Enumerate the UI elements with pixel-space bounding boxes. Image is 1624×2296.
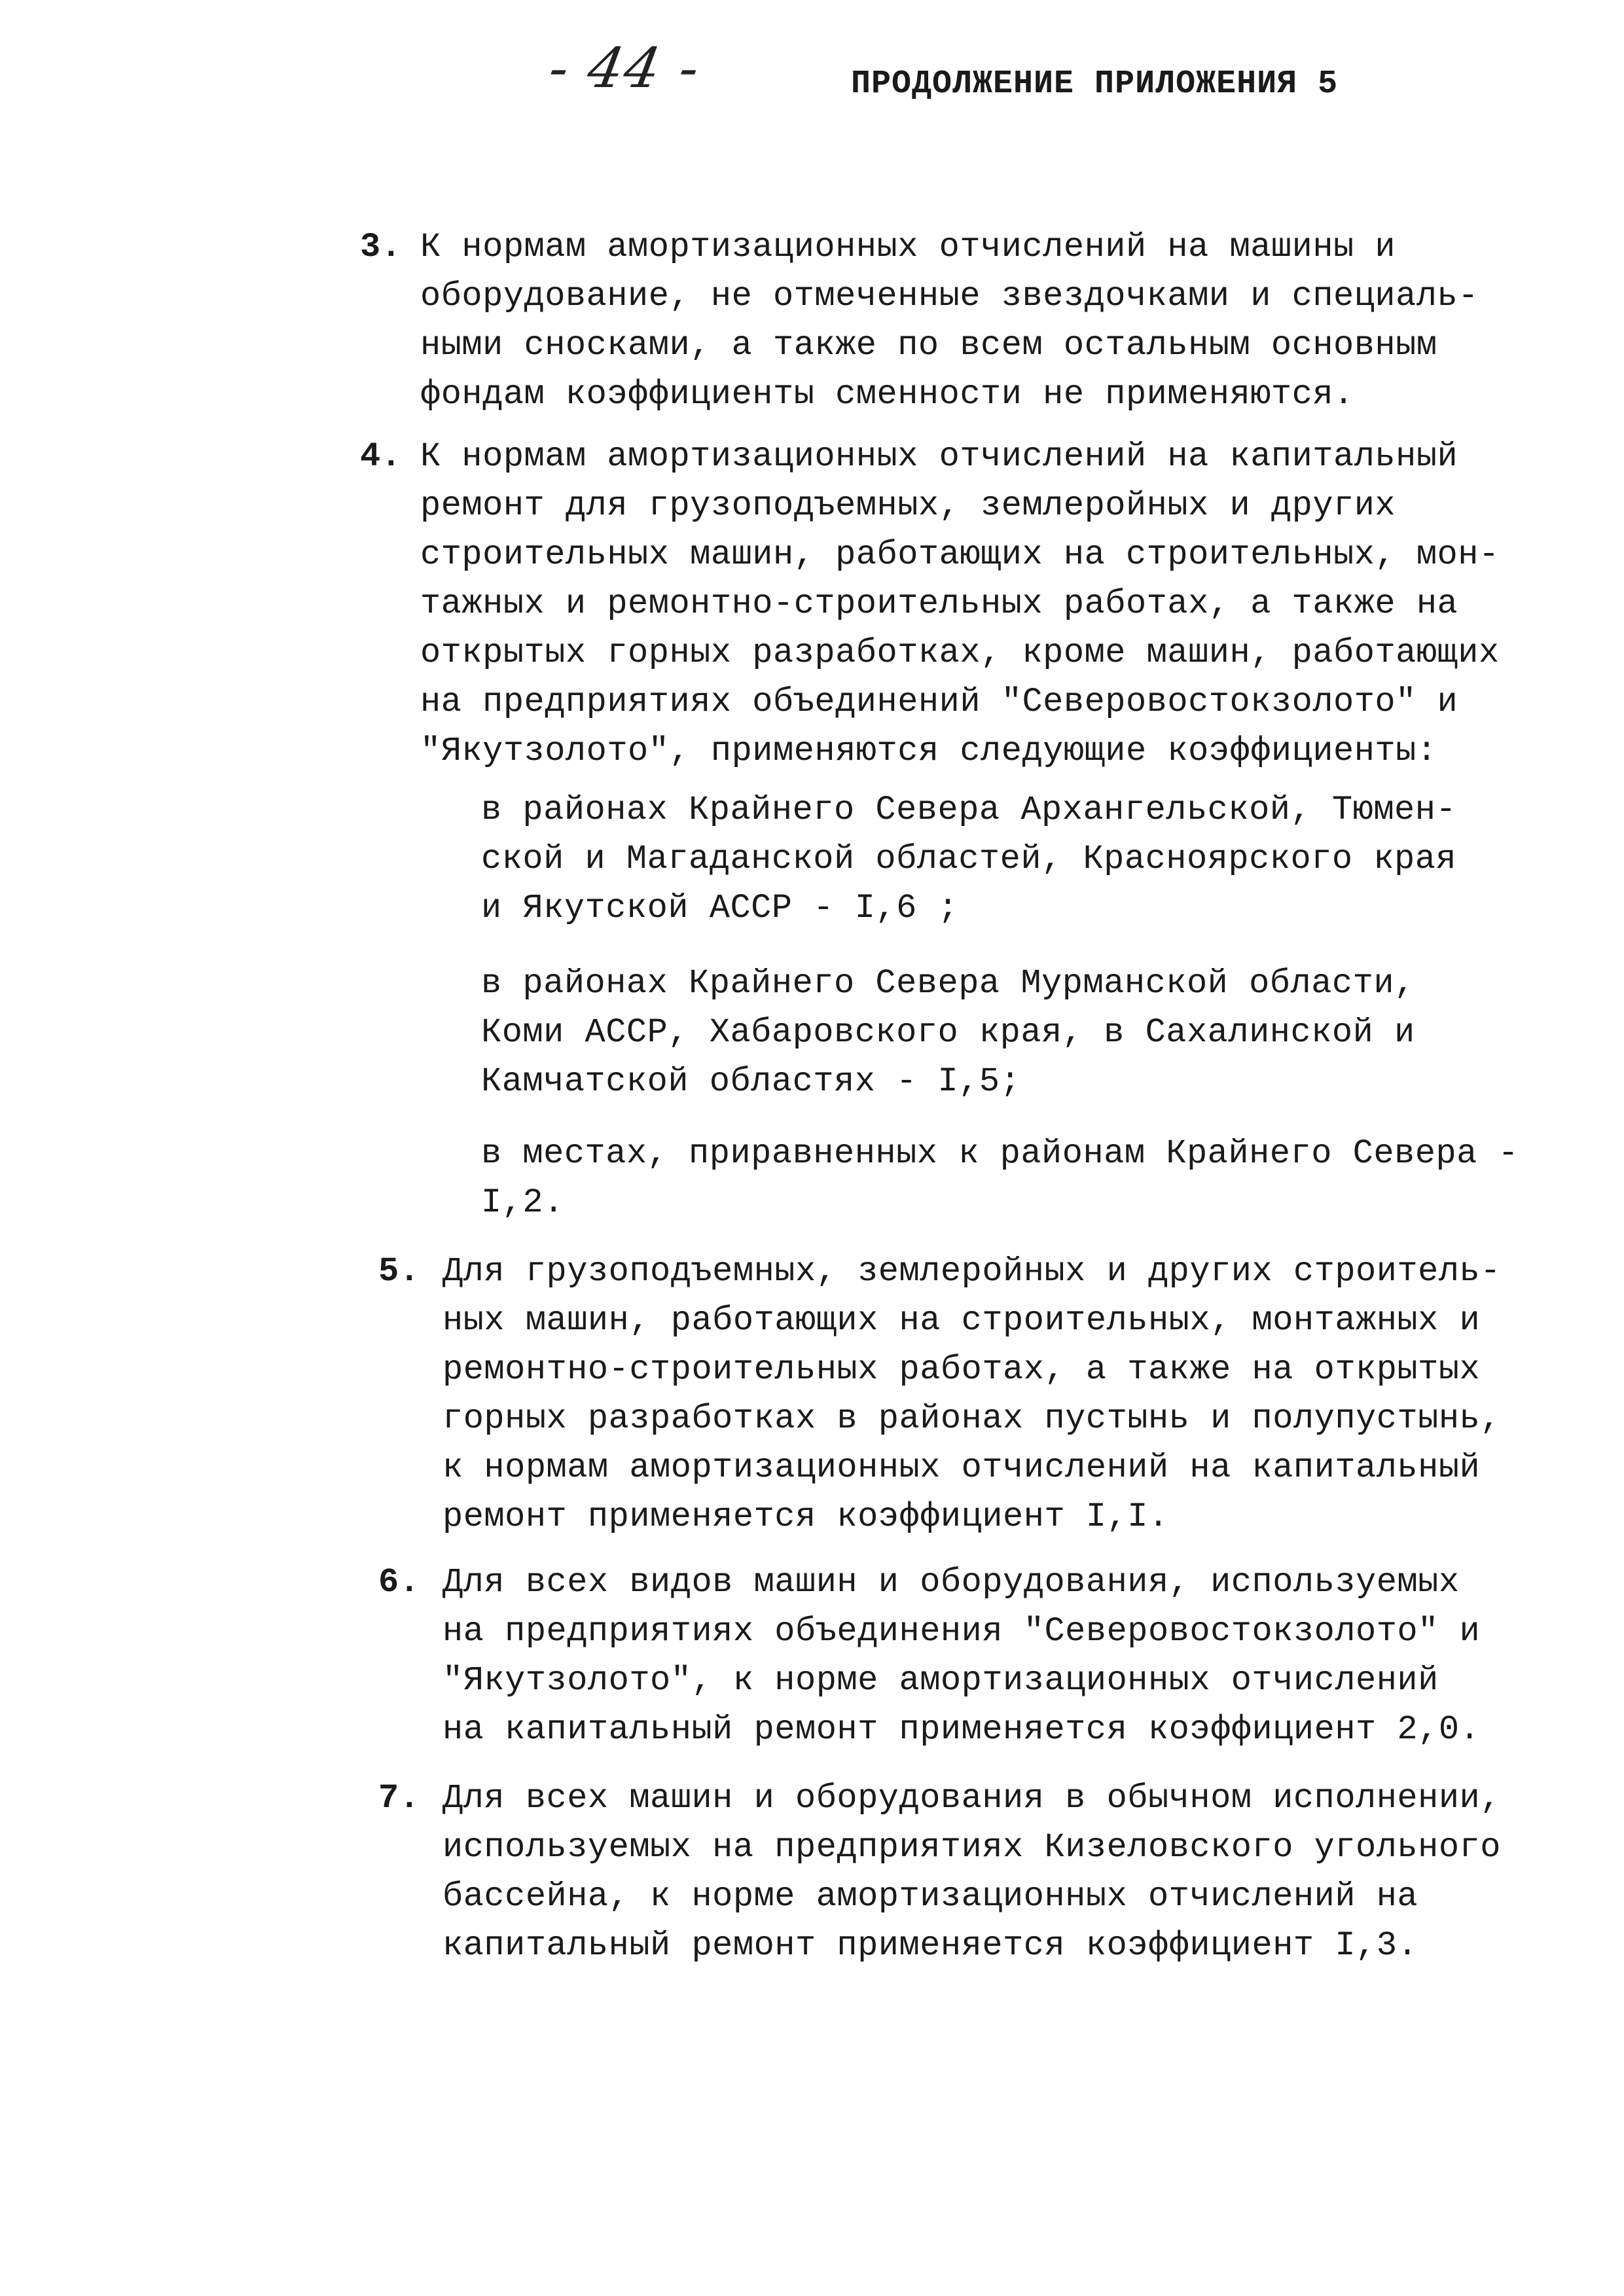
list-item-6 xyxy=(378,1558,1557,1754)
item-number: 4. xyxy=(360,437,402,476)
list-item-4 xyxy=(360,432,1538,776)
item-text: Для всех видов машин и оборудования, используемых на предприятиях объединения "Северовостокзолото" и "Якутзолото", к норме амортизационных отчислений на капитальный ремонт применяется коэффициент 2,0. xyxy=(442,1563,1481,1749)
item-number: 6. xyxy=(378,1563,420,1602)
page-number: - 44 - xyxy=(544,36,706,100)
sub-item-coefficient-1-2: в местах, приравненных к районам Крайнего Севера - I,2. xyxy=(481,1134,1519,1222)
item-number: 7. xyxy=(378,1779,420,1818)
sub-item-coefficient-1-5: в районах Крайнего Севера Мурманской области, Коми АССР, Хабаровского края, в Сахалинской и Камчатской областях - I,5; xyxy=(481,964,1415,1101)
item-text: К нормам амортизационных отчислений на машины и оборудование, не отмеченные звездочками и специаль- ными сносками, а также по всем остальным основным фондам коэффициенты сменности не применяются. xyxy=(420,228,1479,414)
appendix-header: ПРОДОЛЖЕНИЕ ПРИЛОЖЕНИЯ 5 xyxy=(851,65,1339,103)
item-text: Для всех машин и оборудования в обычном исполнении, используемых на предприятиях Кизеловского угольного бассейна, к норме амортизационных отчислений на капитальный ремонт применяется коэффициент I,3. xyxy=(442,1779,1501,1965)
sub-item-coefficient-1-6: в районах Крайнего Севера Архангельской, Тюмен- ской и Магаданской областей, Красноярского края и Якутской АССР - I,6 ; xyxy=(481,791,1457,927)
item-number: 3. xyxy=(360,228,402,266)
list-item-3 xyxy=(360,223,1538,419)
item-text: Для грузоподъемных, землеройных и других строитель- ных машин, работающих на строительных, монтажных и ремонтно-строительных работах, а также на открытых горных разработках в районах пустынь и полупустынь, к нормам амортизационных отчислений на капитальный ремонт применяется коэффициент I,I. xyxy=(442,1252,1501,1536)
item-text: К нормам амортизационных отчислений на капитальный ремонт для грузоподъемных, землеройных и других строительных машин, работающих на строительных, мон- тажных и ремонтно-строительных работах, а также на открытых горных разработках, кроме машин, работающих на предприятиях объединений "Северовостокзолото" и "Якутзолото", применяются следующие коэффициенты: xyxy=(420,437,1500,770)
item-number: 5. xyxy=(378,1252,420,1291)
list-item-7 xyxy=(378,1774,1557,1970)
list-item-5 xyxy=(378,1247,1557,1541)
